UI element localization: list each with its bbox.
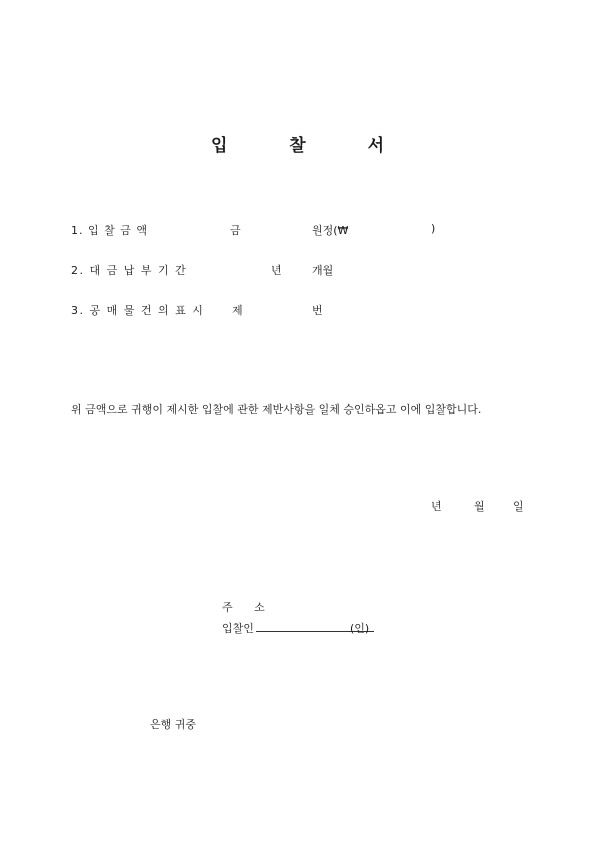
- address-label: 주 소: [222, 601, 274, 614]
- payment-period-months: 개월: [312, 264, 334, 277]
- bid-statement: 위 금액으로 귀행이 제시한 입찰에 관한 제반사항을 일체 승인하옵고 이에 입찰합니다.: [71, 403, 482, 416]
- payment-period-year: 년: [271, 264, 282, 277]
- bidder-label: 입찰인: [222, 622, 254, 635]
- date-year: 년: [431, 500, 442, 513]
- bid-amount-geum: 금: [230, 224, 241, 237]
- payment-period-label: 2. 대 금 납 부 기 간: [71, 264, 188, 277]
- property-beon: 번: [312, 304, 323, 317]
- seal-label: (인): [350, 622, 370, 635]
- bid-amount-won: 원정(₩: [312, 224, 349, 237]
- date-day: 일: [513, 500, 524, 513]
- document-title: 입 찰 서: [210, 136, 413, 156]
- property-je: 제: [232, 304, 243, 317]
- property-label: 3. 공 매 물 건 의 표 시: [71, 304, 205, 317]
- date-month: 월: [474, 500, 485, 513]
- recipient: 은행 귀중: [150, 718, 197, 731]
- bid-amount-close-paren: ): [431, 222, 436, 235]
- bid-amount-label: 1. 입 찰 금 액: [71, 224, 148, 237]
